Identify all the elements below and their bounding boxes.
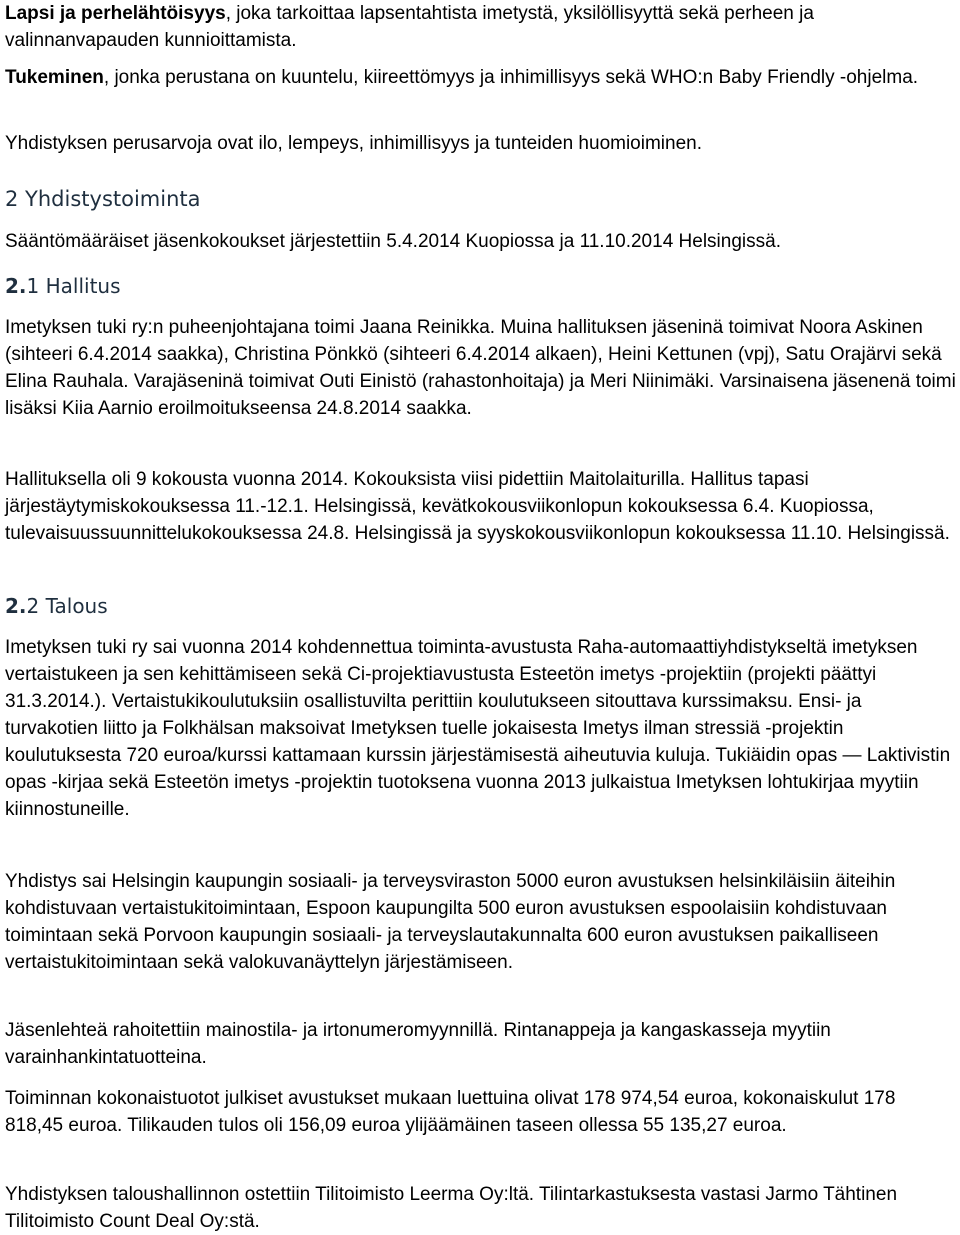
section-2-heading: 2 Yhdistystoiminta	[5, 187, 201, 211]
section-2-2-number: 2.	[5, 594, 27, 618]
intro-paragraph-1	[5, 0, 957, 54]
section-2-2-heading	[5, 593, 957, 619]
intro-lead-1: Lapsi ja perhelähtöisyys	[5, 3, 226, 24]
section-2-1-heading	[5, 273, 957, 299]
section-2-2-title: 2 Talous	[26, 594, 108, 618]
section-2-2-paragraph-5: Yhdistyksen taloushallinnon ostettiin Tilitoimisto Leerma Oy:ltä. Tilintarkastuksesta vastasi Jarmo Tähtinen Tilitoimisto Count Deal Oy:stä.	[5, 1184, 898, 1232]
section-2-2-paragraph-3: Jäsenlehteä rahoitettiin mainostila- ja irtonumeromyynnillä. Rintanappeja ja kangaskasseja myytiin varainhankintatuotteina.	[5, 1020, 831, 1068]
section-2-2-paragraph-4: Toiminnan kokonaistuotot julkiset avustukset mukaan luettuina olivat 178 974,54 euroa, kokonaiskulut 178 818,45 euroa. Tilikauden tulos oli 156,09 euroa ylijäämäinen taseen ollessa 55 135,27 euroa.	[5, 1088, 896, 1136]
section-2-1-paragraph-1: Imetyksen tuki ry:n puheenjohtajana toimi Jaana Reinikka. Muina hallituksen jäseninä toimivat Noora Askinen (sihteeri 6.4.2014 saakka), Christina Pönkkö (sihteeri 6.4.2014 alkaen), Heini Kettunen (vpj), Satu Orajärvi sekä Elina Rauhala. Varajäseninä toimivat Outi Einistö (rahastonhoitaja) ja Meri Niinimäki. Varsinaisena jäsenenä toimi lisäksi Kiia Aarnio eroilmoitukseensa 24.8.2014 saakka.	[5, 317, 956, 419]
intro-text-2: , jonka perustana on kuuntelu, kiireettömyys ja inhimillisyys sekä WHO:n Baby Friendly -ohjelma.	[103, 67, 919, 88]
intro-text-1: , joka tarkoittaa lapsentahtista imetystä, yksilöllisyyttä sekä perheen ja valinnanvapauden kunnioittamista.	[5, 3, 814, 51]
section-2-1-number: 2.	[5, 274, 27, 298]
section-2-1-paragraph-2: Hallituksella oli 9 kokousta vuonna 2014. Kokouksista viisi pidettiin Maitolaiturilla. Hallitus tapasi järjestäytymiskokouksessa 11.-12.1. Helsingissä, kevätkokousviikonlopun kokouksessa 6.4. Kuopiossa, tulevaisuussuunnittelukokouksessa 24.8. Helsingissä ja syyskokousviikonlopun kokouksessa 11.10. Helsingissä.	[5, 469, 950, 544]
section-2-text: Sääntömääräiset jäsenkokoukset järjestettiin 5.4.2014 Kuopiossa ja 11.10.2014 Helsingissä.	[5, 231, 781, 252]
section-2-2-paragraph-2: Yhdistys sai Helsingin kaupungin sosiaali- ja terveysviraston 5000 euron avustuksen helsinkiläisiin äiteihin kohdistuvaan vertaistukitoimintaan, Espoon kaupungilta 500 euron avustuksen espoolaisiin kohdistuvaan toimintaan sekä Porvoon kaupungin sosiaali- ja terveyslautakunnalta 600 euron avustuksen paikalliseen vertaistukitoimintaan sekä valokuvanäyttelyn järjestämiseen.	[5, 871, 896, 973]
section-2-1-title: 1 Hallitus	[26, 274, 121, 298]
intro-lead-2: Tukeminen	[5, 67, 104, 88]
intro-paragraph-2	[5, 64, 957, 91]
section-2-2-paragraph-1: Imetyksen tuki ry sai vuonna 2014 kohdennettua toiminta-avustusta Raha-automaattiyhdistykseltä imetyksen vertaistukeen ja sen kehittämiseen sekä Ci-projektiavustusta Esteetön imetys -projektiin (projekti päättyi 31.3.2014.). Vertaistukikoulutuksiin osallistuvilta perittiin koulutukseen sitouttava kurssimaksu. Ensi- ja turvakotien liitto ja Folkhälsan maksoivat Imetyksen tuelle jokaisesta Imetys ilman stressiä -projektin koulutuksesta 720 euroa/kurssi kattamaan kurssin järjestämisestä aiheutuvia kuluja. Tukiäidin opas — Laktivistin opas -kirjaa sekä Esteetön imetys -projektin tuotoksena vuonna 2013 julkaistua Imetyksen lohtukirjaa myytiin kiinnostuneille.	[5, 637, 951, 820]
intro-paragraph-3: Yhdistyksen perusarvoja ovat ilo, lempeys, inhimillisyys ja tunteiden huomioiminen.	[5, 133, 702, 154]
